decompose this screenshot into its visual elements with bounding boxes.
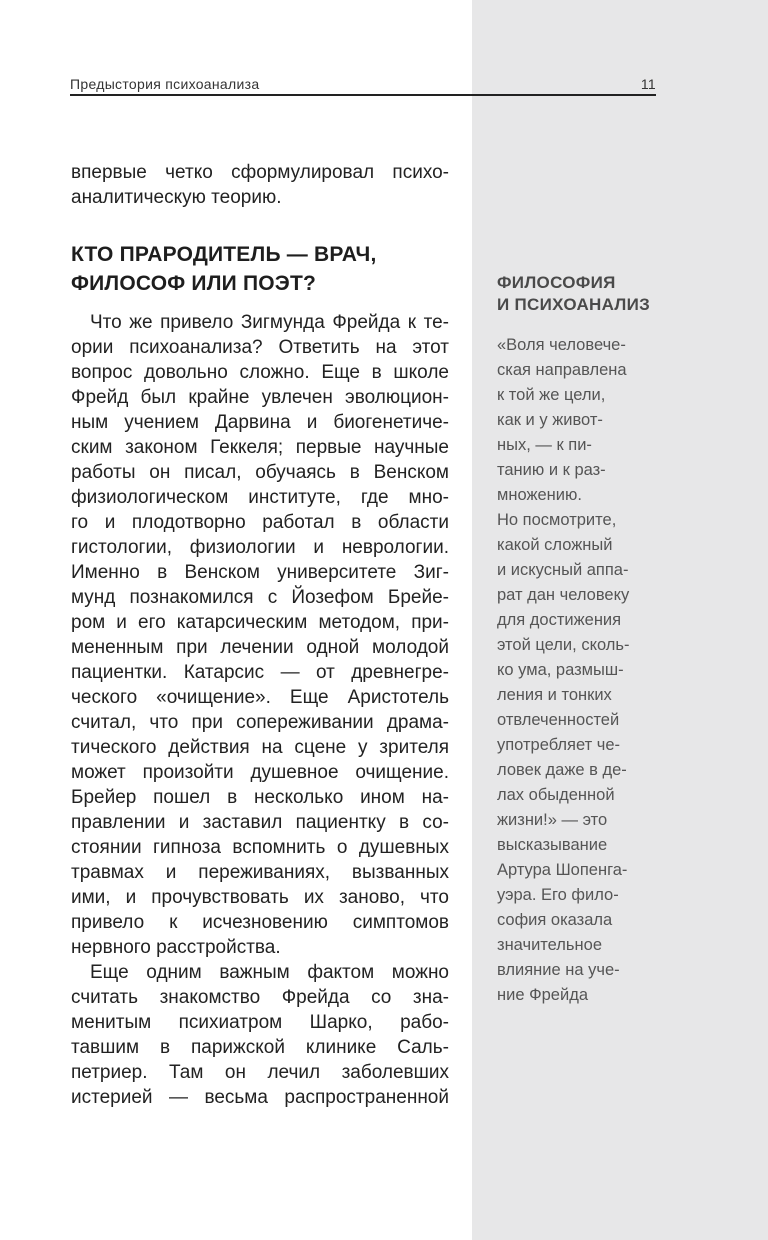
sidebar-line: рат дан человеку [497,586,630,604]
text-line: го и плодотворно работал в области [71,512,449,533]
text-line: стоянии гипноза вспомнить о душевных [71,837,449,858]
text-line: истерией — весьма распространенной [71,1087,449,1108]
text-line: мунд познакомился с Йозефом Брейе- [71,587,449,608]
sidebar-line: и искусный аппа- [497,561,629,579]
sidebar-line: Но посмотрите, [497,511,617,529]
text-line: впервые четко сформулировал психо- [71,162,449,183]
sidebar-line: как и у живот- [497,411,603,429]
text-line: травмах и переживаниях, вызванных [71,862,449,883]
sidebar-line: множению. [497,486,582,504]
sidebar-line: ние Фрейда [497,986,589,1004]
sidebar-line: употребляет че- [497,736,621,754]
text-line: менитым психиатром Шарко, рабо- [71,1012,449,1033]
text-line: мененным при лечении одной молодой [71,637,449,658]
sidebar-line: влияние на уче- [497,961,620,979]
text-line: аналитическую теорию. [71,187,282,208]
text-line: петриер. Там он лечил заболевших [71,1062,449,1083]
sidebar-line: софия оказала [497,911,613,929]
sidebar-line: этой цели, сколь- [497,636,630,654]
text-line: вопрос довольно сложно. Еще в школе [71,362,449,383]
text-line: Еще одним важным фактом можно [90,962,449,983]
text-line: привело к исчезновению симптомов [71,912,449,933]
text-line: тического действия на сцене у зрителя [71,737,449,758]
text-line: нервного расстройства. [71,937,281,958]
running-head-title: Предыстория психоанализа [70,76,260,92]
sidebar-heading [497,272,667,316]
text-line: правлении и заставил пациентку в со- [71,812,449,833]
text-line: считать знакомство Фрейда со зна- [71,987,449,1008]
text-line: физиологическом институте, где мно- [71,487,449,508]
body-text [71,310,449,1110]
sidebar-line: какой сложный [497,536,613,554]
text-line: ным учением Дарвина и биогенетиче- [71,412,449,433]
text-line: ории психоанализа? Ответить на этот [71,337,449,358]
sidebar-quote [497,333,657,1008]
sidebar-line: «Воля человече- [497,336,626,354]
text-line: Что же привело Зигмунда Фрейда к те- [90,312,449,333]
text-line: ими, и прочувствовать их заново, что [71,887,449,908]
sidebar-line: ных, — к пи- [497,436,592,454]
text-line: Фрейд был крайне увлечен эволюцион- [71,387,449,408]
sidebar-line: к той же цели, [497,386,606,404]
text-line: Брейер пошел в несколько ином на- [71,787,449,808]
text-line: может произойти душевное очищение. [71,762,449,783]
sidebar-line: ская направлена [497,361,627,379]
sidebar-line: высказывание [497,836,608,854]
sidebar-heading-line: И ПСИХОАНАЛИЗ [497,295,651,314]
text-line: ром и его катарсическим методом, при- [71,612,449,633]
section-heading [71,240,449,298]
page-number: 11 [640,76,656,92]
sidebar-line: ловек даже в де- [497,761,627,779]
text-line: работы он писал, обучаясь в Венском [71,462,449,483]
sidebar-line: ления и тонких [497,686,612,704]
heading-line: ФИЛОСОФ ИЛИ ПОЭТ? [71,272,317,295]
sidebar-line: уэра. Его фило- [497,886,619,904]
text-line: считал, что при сопереживании драма- [71,712,449,733]
text-line: ским законом Геккеля; первые научные [71,437,449,458]
text-line: тавшим в парижской клинике Саль- [71,1037,449,1058]
running-header [70,76,656,96]
sidebar-line: жизни!» — это [497,811,608,829]
sidebar-line: значительное [497,936,602,954]
heading-line: КТО ПРАРОДИТЕЛЬ — ВРАЧ, [71,243,377,266]
sidebar-line: отвлеченностей [497,711,620,729]
sidebar-line: лах обыденной [497,786,615,804]
sidebar-line: для достижения [497,611,622,629]
text-line: гистологии, физиологии и неврологии. [71,537,449,558]
sidebar-heading-line: ФИЛОСОФИЯ [497,273,616,292]
sidebar-line: Артура Шопенга- [497,861,628,879]
sidebar-line: ко ума, размыш- [497,661,624,679]
text-line: ческого «очищение». Еще Аристотель [71,687,449,708]
sidebar-line: танию и к раз- [497,461,606,479]
lead-paragraph [71,160,449,210]
text-line: Именно в Венском университете Зиг- [71,562,449,583]
text-line: пациентки. Катарсис — от древнегре- [71,662,449,683]
